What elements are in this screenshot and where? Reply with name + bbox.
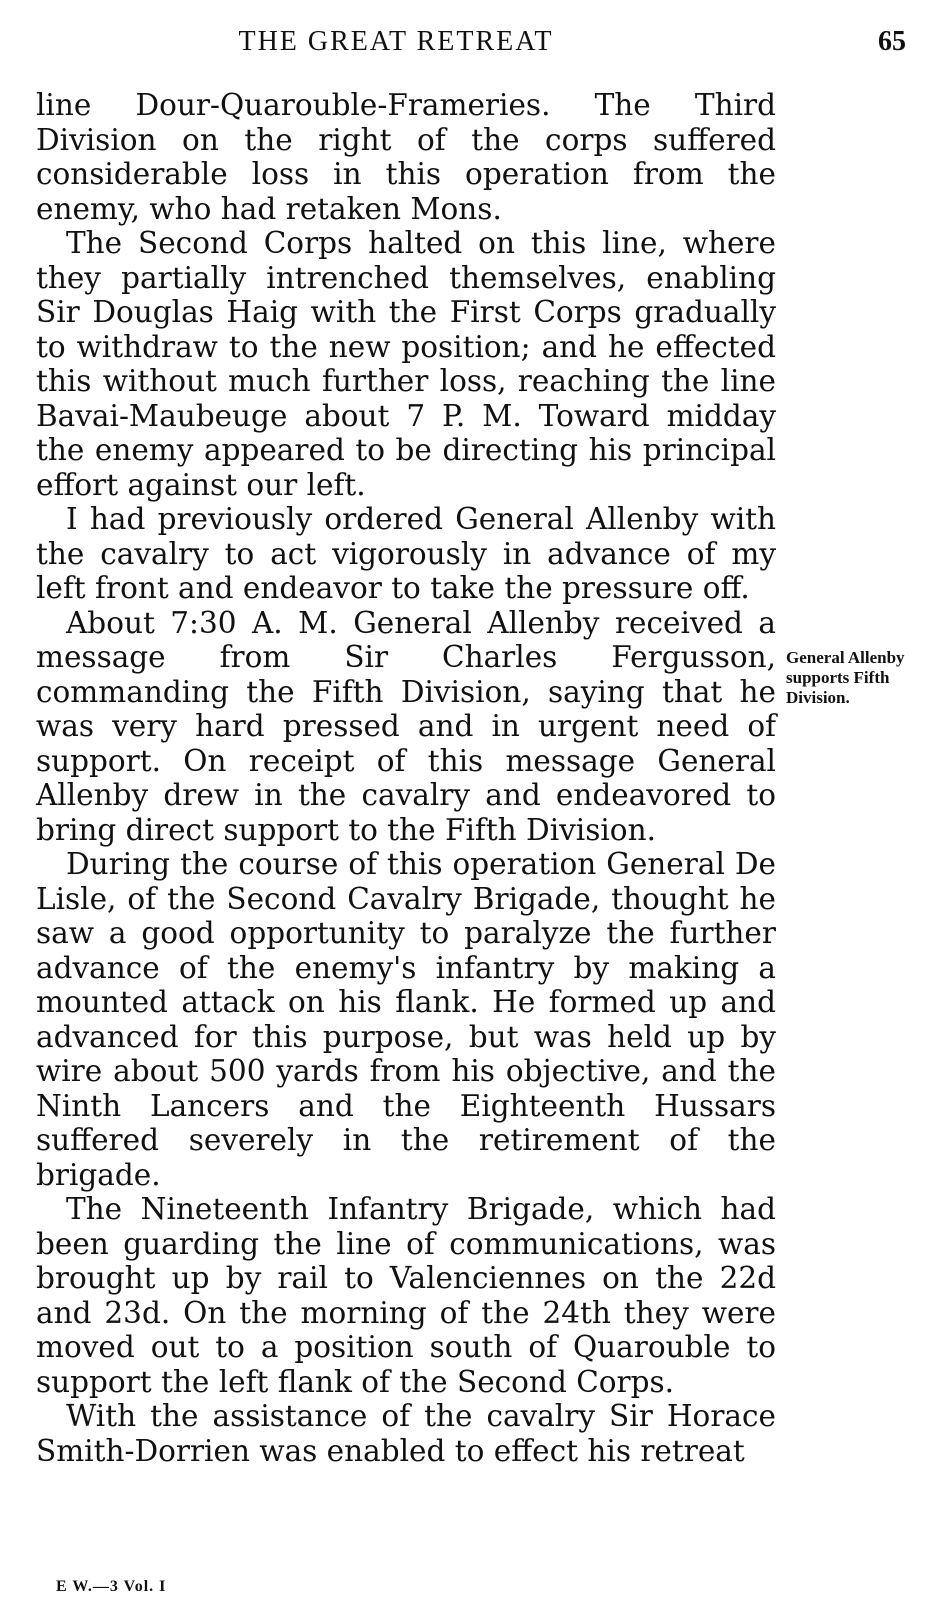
body-text — [36, 88, 776, 1468]
paragraph-3: I had previously ordered General Allenby with the cavalry to act vigorously in advance of my left front and endeavor to take the pressure off. — [36, 502, 776, 605]
running-title: THE GREAT RETREAT — [238, 26, 554, 57]
paragraph-7: With the assistance of the cavalry Sir Horace Smith-Dorrien was enabled to effect his retreat — [36, 1399, 776, 1468]
paragraph-4: About 7:30 A. M. General Allenby received a message from Sir Charles Fergusson, commanding the Fifth Division, saying that he was very hard pressed and in urgent need of support. On receipt of this message General Allenby drew in the cavalry and endeavored to bring direct support to the Fifth Division. — [36, 605, 776, 847]
signature-mark: E W.—3 Vol. I — [56, 1578, 167, 1595]
page-number: 65 — [878, 26, 906, 57]
paragraph-2: The Second Corps halted on this line, where they partially intrenched themselves, enabling Sir Douglas Haig with the First Corps gradually to withdraw to the new position; and he effected this without much further loss, reaching the line Bavai-Maubeuge about 7 P. M. Toward midday the enemy appeared to be directing his principal effort against our left. — [36, 226, 776, 502]
paragraph-6: The Nineteenth Infantry Brigade, which had been guarding the line of communications, was brought up by rail to Valenciennes on the 22d and 23d. On the morning of the 24th they were moved out to a position south of Quarouble to support the left flank of the Second Corps. — [36, 1192, 776, 1399]
paragraph-1: line Dour-Quarouble-Frameries. The Third Division on the right of the corps suffered considerable loss in this operation from the enemy, who had retaken Mons. — [36, 88, 776, 226]
page-header — [36, 26, 906, 62]
margin-note: General Allenby supports Fifth Division. — [786, 648, 905, 707]
paragraph-5: During the course of this operation General De Lisle, of the Second Cavalry Brigade, thought he saw a good opportunity to paralyze the further advance of the enemy's infantry by making a mounted attack on his flank. He formed up and advanced for this purpose, but was held up by wire about 500 yards from his objective, and the Ninth Lancers and the Eighteenth Hussars suffered severely in the retirement of the brigade. — [36, 847, 776, 1192]
